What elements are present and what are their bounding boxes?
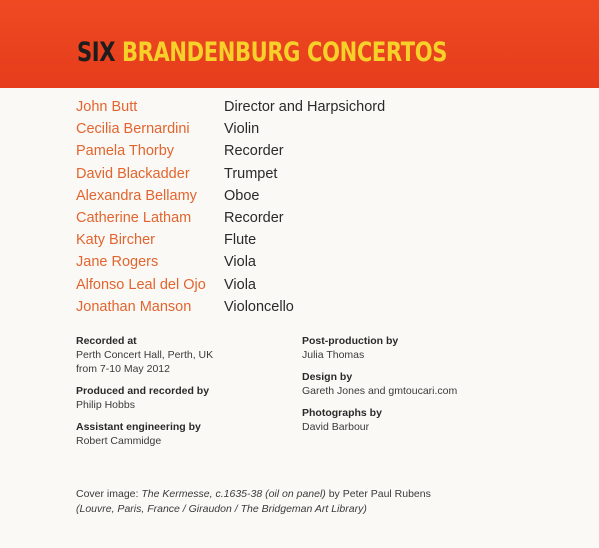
credit-heading: Design by	[302, 371, 353, 383]
performer-name: Catherine Latham	[76, 210, 192, 227]
performer-role: Violoncello	[224, 298, 294, 315]
credit-produced-by	[76, 384, 291, 412]
credit-line: from 7-10 May 2012	[76, 363, 170, 375]
performer-role: Flute	[224, 232, 257, 249]
cover-artist: by Peter Paul Rubens	[325, 488, 431, 500]
credit-heading: Recorded at	[76, 335, 137, 347]
performer-name: Alfonso Leal del Ojo	[76, 276, 206, 293]
credit-line: Gareth Jones and gmtoucari.com	[302, 385, 458, 397]
title-word-brandenburg: BRANDENBURG CONCERTOS	[122, 37, 448, 68]
performer-role: Viola	[224, 276, 256, 293]
credit-heading: Photographs by	[302, 407, 382, 419]
cover-image-credit	[76, 487, 556, 517]
performer-row	[76, 140, 516, 162]
credits-right-column	[302, 334, 562, 442]
performer-role: Violin	[224, 121, 260, 138]
credits-left-column	[76, 334, 291, 456]
performer-row	[76, 163, 516, 185]
performer-name: John Butt	[76, 99, 138, 116]
performer-row	[76, 207, 516, 229]
performer-row	[76, 118, 516, 140]
cover-artwork-title: The Kermesse, c.1635-38 (oil on panel)	[141, 488, 326, 500]
title-word-six: SIX	[77, 37, 116, 68]
credit-heading: Produced and recorded by	[76, 385, 210, 397]
performer-role: Viola	[224, 254, 256, 271]
credit-heading: Assistant engineering by	[76, 421, 201, 433]
credit-line: Julia Thomas	[302, 349, 365, 361]
credit-assistant-engineering	[76, 420, 291, 448]
performer-name: Katy Bircher	[76, 232, 155, 249]
credit-line: David Barbour	[302, 421, 370, 433]
credit-heading: Post-production by	[302, 335, 399, 347]
credit-design	[302, 370, 562, 398]
performer-name: Alexandra Bellamy	[76, 187, 197, 204]
credit-post-production	[302, 334, 562, 362]
performer-row	[76, 274, 516, 296]
credit-recorded-at	[76, 334, 291, 376]
performer-row	[76, 296, 516, 318]
performer-row	[76, 185, 516, 207]
album-title	[77, 38, 447, 68]
credit-photographs	[302, 406, 562, 434]
credit-line: Perth Concert Hall, Perth, UK	[76, 349, 214, 361]
performer-role: Director and Harpsichord	[224, 99, 386, 116]
credit-line: Philip Hobbs	[76, 399, 135, 411]
performer-list	[76, 96, 516, 318]
performer-row	[76, 96, 516, 118]
cover-source: (Louvre, Paris, France / Giraudon / The Bridgeman Art Library)	[76, 503, 367, 515]
performer-role: Recorder	[224, 143, 284, 160]
performer-role: Trumpet	[224, 165, 278, 182]
performer-role: Recorder	[224, 210, 284, 227]
performer-name: Cecilia Bernardini	[76, 121, 190, 138]
performer-row	[76, 229, 516, 251]
performer-role: Oboe	[224, 187, 260, 204]
credit-line: Robert Cammidge	[76, 435, 162, 447]
performer-row	[76, 251, 516, 273]
performer-name: Pamela Thorby	[76, 143, 175, 160]
performer-name: Jane Rogers	[76, 254, 159, 271]
performer-name: David Blackadder	[76, 165, 190, 182]
cover-prefix: Cover image:	[76, 488, 142, 500]
performer-name: Jonathan Manson	[76, 298, 192, 315]
